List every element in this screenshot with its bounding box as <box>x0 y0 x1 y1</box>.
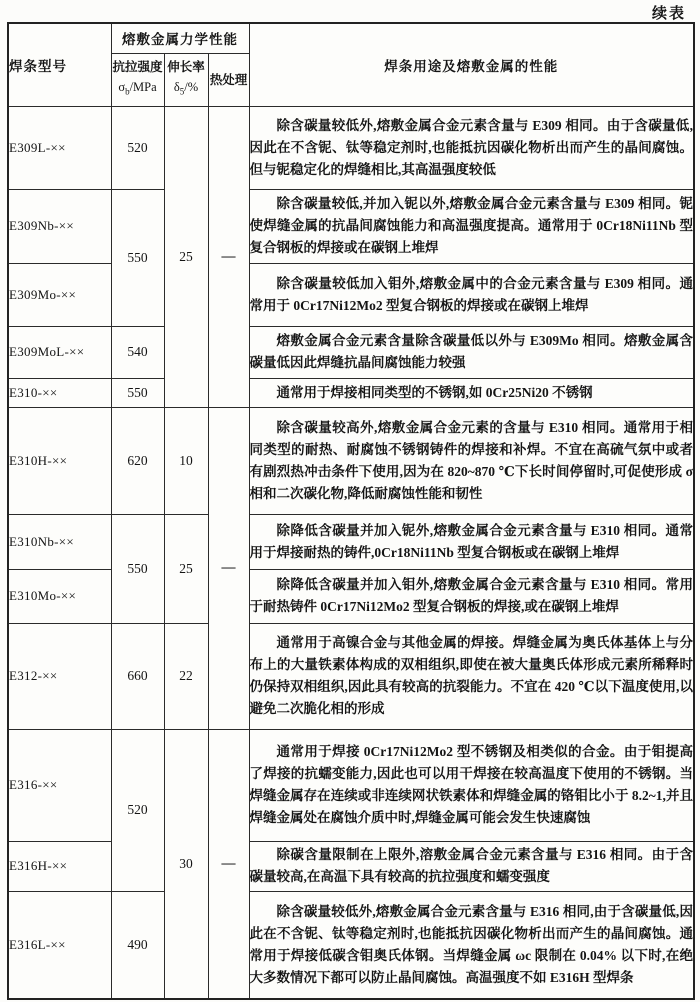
elongation-unit: $\delta_5/\%$ <box>173 80 199 97</box>
model-cell: E316H-×× <box>8 841 111 891</box>
table-row <box>8 106 694 189</box>
tensile-cell: 520 <box>111 729 164 891</box>
usage-cell: 除降低含碳量并加入钼外,熔敷金属合金元素含量与 E310 相同。常用于耐热铸件 0Cr17Ni12Mo2 型复合钢板的焊接,或在碳钢上堆焊 <box>249 569 694 623</box>
usage-cell: 除含碳量较高外,熔敷金属合金元素的含量与 E310 相同。通常用于相同类型的耐热、耐腐蚀不锈钢铸件的焊接和补焊。不宜在高硫气氛中或者有剧烈热冲击条件下使用,因为在 820~870 ℃下长时间停留时,可促使形成 σ 相和二次碳化物,降低耐腐蚀性能和韧性 <box>249 407 694 514</box>
table-row <box>8 514 694 569</box>
electrode-spec-table <box>7 22 695 1000</box>
table-row <box>8 841 694 891</box>
elongation-cell: 30 <box>164 729 208 999</box>
elongation-cell: 22 <box>164 623 208 729</box>
elongation-cell: 25 <box>164 106 208 407</box>
model-cell: E309Nb-×× <box>8 189 111 263</box>
table-row <box>8 263 694 326</box>
heat-treatment-cell: — <box>208 729 249 999</box>
heat-treatment-cell: — <box>208 407 249 729</box>
model-cell: E312-×× <box>8 623 111 729</box>
usage-cell: 熔敷金属合金元素含量除含碳量低以外与 E309Mo 相同。熔敷金属含碳量低因此焊缝抗晶间腐蚀能力较强 <box>249 326 694 378</box>
usage-cell: 除含碳量较低加入钼外,熔敷金属中的合金元素含量与 E309 相同。通常用于 0Cr17Ni12Mo2 型复合钢板的焊接或在碳钢上堆焊 <box>249 263 694 326</box>
tensile-cell: 660 <box>111 623 164 729</box>
model-cell: E310-×× <box>8 378 111 407</box>
model-cell: E309MoL-×× <box>8 326 111 378</box>
model-cell: E316L-×× <box>8 891 111 999</box>
table-row <box>8 326 694 378</box>
model-cell: E316-×× <box>8 729 111 841</box>
tensile-unit: $\sigma_b$/MPa <box>118 80 157 97</box>
usage-cell: 除含碳量较低外,熔敷金属合金元素含量与 E309 相同。由于含碳量低,因此在不含铌、钛等稳定剂时,也能抵抗因碳化物析出而产生的晶间腐蚀。但与铌稳定化的焊缝相比,其高温强度较低 <box>249 106 694 189</box>
model-cell: E310Nb-×× <box>8 514 111 569</box>
tensile-cell: 550 <box>111 378 164 407</box>
tensile-cell: 520 <box>111 106 164 189</box>
table-row <box>8 623 694 729</box>
elongation-cell: 25 <box>164 514 208 623</box>
elongation-cell: 10 <box>164 407 208 514</box>
tensile-label: 抗拉强度 <box>112 60 163 75</box>
usage-cell: 通常用于焊接 0Cr17Ni12Mo2 型不锈钢及相类似的合金。由于钼提高了焊接的抗蠕变能力,因此也可以用干焊接在较高温度下使用的不锈钢。当焊缝金属存在连续或非连续网状铁素体和焊缝金属的铬钼比小于 8.2~1,并且焊缝金属处在腐蚀介质中时,焊缝金属可能会发生快速腐蚀 <box>249 729 694 841</box>
table-row <box>8 891 694 999</box>
table-row <box>8 729 694 841</box>
tensile-cell: 620 <box>111 407 164 514</box>
model-cell: E310H-×× <box>8 407 111 514</box>
usage-cell: 除降低含碳量并加入铌外,熔敷金属合金元素含量与 E310 相同。通常用于焊接耐热的铸件,0Cr18Ni11Nb 型复合钢板或在碳钢上堆焊 <box>249 514 694 569</box>
table-row <box>8 378 694 407</box>
header-heat-treatment: 热处理 <box>208 53 249 106</box>
table-row <box>8 569 694 623</box>
model-cell: E309Mo-×× <box>8 263 111 326</box>
header-elongation <box>164 53 208 106</box>
tensile-cell: 540 <box>111 326 164 378</box>
header-model-column: 焊条型号 <box>8 23 111 106</box>
usage-cell: 通常用于焊接相同类型的不锈钢,如 0Cr25Ni20 不锈钢 <box>249 378 694 407</box>
usage-cell: 除碳含量限制在上限外,溶敷金属合金元素含量与 E316 相同。由于含碳量较高,在高温下具有较高的抗拉强度和蠕变强度 <box>249 841 694 891</box>
usage-cell: 除含碳量较低外,熔敷金属合金元素含量与 E316 相同,由于含碳量低,因此在不含铌、钛等稳定剂时,也能抵抗因碳化物析出而产生的晶间腐蚀。通常用于焊接低碳含钼奥氏体钢。当焊缝金属 ωc 限制在 0.04% 以下时,在绝大多数情况下都可以防止晶间腐蚀。高温强度不如 E316H 型焊条 <box>249 891 694 999</box>
heat-treatment-cell: — <box>208 106 249 407</box>
header-mechanical-group: 熔敷金属力学性能 <box>111 23 249 53</box>
tensile-cell: 490 <box>111 891 164 999</box>
tensile-cell: 550 <box>111 514 164 623</box>
continued-table-label: 续表 <box>652 6 687 22</box>
table-row <box>8 407 694 514</box>
usage-cell: 通常用于高镍合金与其他金属的焊接。焊缝金属为奥氏体基体上与分布上的大量铁素体构成的双相组织,即使在被大量奥氏体形成元素所稀释时仍保持双相组织,因此具有较高的抗裂能力。不宜在 420 ℃以下温度使用,以避免二次脆化相的形成 <box>249 623 694 729</box>
tensile-cell: 550 <box>111 189 164 326</box>
header-tensile-strength <box>111 53 164 106</box>
table-row <box>8 189 694 263</box>
elongation-label: 伸长率 <box>167 60 205 75</box>
usage-cell: 除含碳量较低,并加入铌以外,熔敷金属合金元素含量与 E309 相同。铌使焊缝金属的抗晶间腐蚀能力和高温强度提高。通常用于 0Cr18Ni11Nb 型复合钢板的焊接或在碳钢上堆焊 <box>249 189 694 263</box>
header-usage-column: 焊条用途及熔敷金属的性能 <box>249 23 694 106</box>
model-cell: E309L-×× <box>8 106 111 189</box>
model-cell: E310Mo-×× <box>8 569 111 623</box>
